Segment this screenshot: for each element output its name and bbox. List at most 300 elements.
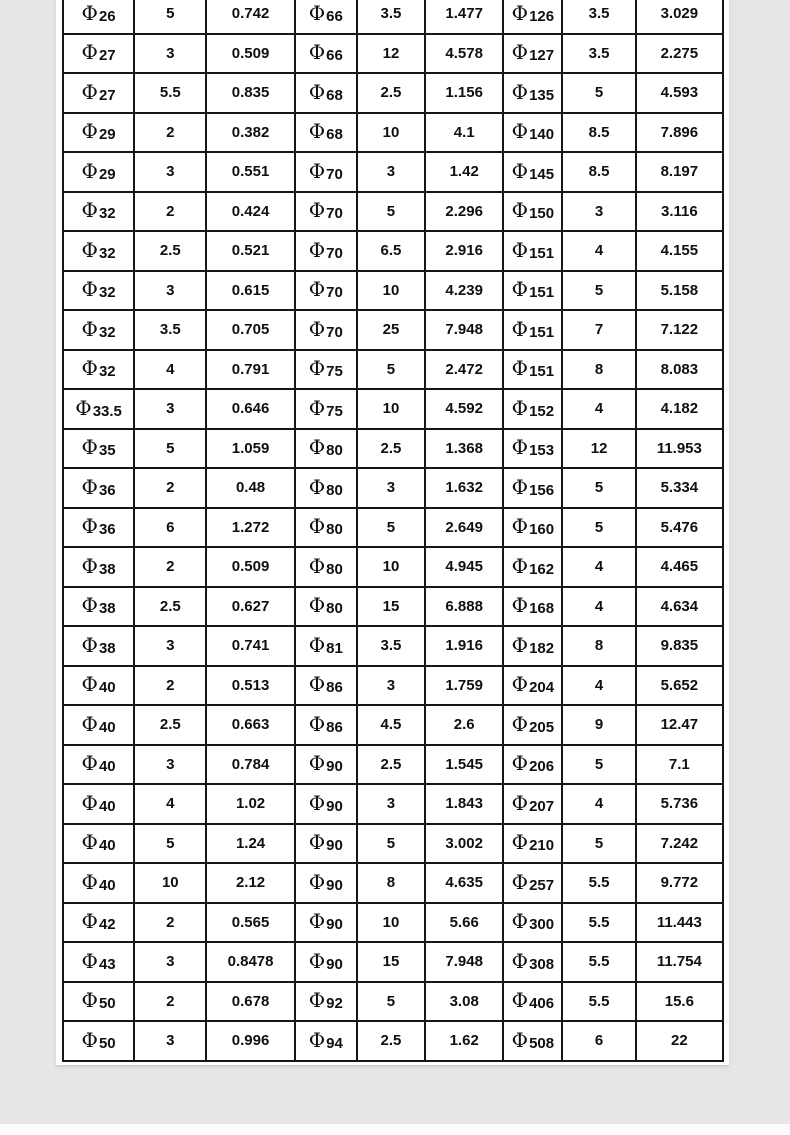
thickness-cell: 5 (562, 508, 635, 548)
weight-cell: 0.509 (206, 547, 294, 587)
diameter-cell (63, 547, 134, 587)
thickness-cell: 5 (357, 824, 425, 864)
weight-cell: 3.002 (425, 824, 503, 864)
weight-cell: 2.275 (636, 34, 723, 74)
diameter-cell (503, 350, 562, 390)
weight-cell: 0.48 (206, 468, 294, 508)
thickness-cell: 2 (134, 666, 206, 706)
table-row (63, 34, 723, 74)
diameter-cell (295, 113, 357, 153)
phi-symbol: Φ (308, 356, 326, 381)
weight-cell: 0.996 (206, 1021, 294, 1061)
thickness-cell: 5 (357, 350, 425, 390)
diameter-cell (503, 626, 562, 666)
table-row (63, 271, 723, 311)
weight-cell: 0.8478 (206, 942, 294, 982)
diameter-cell (503, 824, 562, 864)
diameter-value: 90 (326, 797, 343, 815)
thickness-cell: 2 (134, 547, 206, 587)
thickness-cell: 5 (134, 0, 206, 34)
weight-cell: 15.6 (636, 982, 723, 1022)
thickness-cell: 4 (562, 547, 635, 587)
table-row (63, 587, 723, 627)
diameter-value: 145 (529, 165, 555, 183)
diameter-value: 66 (326, 7, 343, 25)
diameter-value: 36 (98, 521, 116, 539)
diameter-cell (503, 942, 562, 982)
phi-symbol: Φ (75, 395, 92, 420)
phi-symbol: Φ (81, 237, 98, 262)
diameter-value: 70 (326, 244, 343, 262)
weight-cell: 5.652 (636, 666, 723, 706)
weight-cell: 12.47 (636, 705, 723, 745)
diameter-cell (63, 863, 134, 903)
table-row (63, 231, 723, 271)
bottom-strip (0, 1124, 790, 1135)
phi-symbol: Φ (81, 119, 98, 144)
phi-symbol: Φ (511, 277, 529, 302)
diameter-value: 29 (98, 126, 116, 144)
diameter-cell (503, 982, 562, 1022)
weight-cell: 4.634 (636, 587, 723, 627)
diameter-cell (63, 0, 134, 34)
weight-cell: 8.197 (636, 152, 723, 192)
thickness-cell: 5 (134, 824, 206, 864)
weight-cell: 1.24 (206, 824, 294, 864)
table-row (63, 982, 723, 1022)
phi-symbol: Φ (511, 632, 529, 657)
diameter-cell (63, 903, 134, 943)
phi-symbol: Φ (81, 948, 98, 973)
table-row (63, 389, 723, 429)
thickness-cell: 8 (562, 626, 635, 666)
thickness-cell: 2.5 (357, 429, 425, 469)
weight-cell: 7.1 (636, 745, 723, 785)
thickness-cell: 3 (134, 271, 206, 311)
weight-cell: 2.296 (425, 192, 503, 232)
phi-symbol: Φ (511, 316, 529, 341)
diameter-value: 90 (326, 876, 343, 894)
table-row (63, 350, 723, 390)
diameter-value: 156 (529, 481, 555, 499)
phi-symbol: Φ (308, 593, 326, 618)
diameter-value: 151 (529, 363, 555, 381)
diameter-cell (295, 34, 357, 74)
diameter-value: 162 (529, 560, 555, 578)
diameter-value: 207 (529, 797, 555, 815)
weight-cell: 11.443 (636, 903, 723, 943)
diameter-value: 50 (98, 995, 116, 1013)
diameter-cell (503, 903, 562, 943)
weight-cell: 4.155 (636, 231, 723, 271)
diameter-cell (295, 824, 357, 864)
thickness-cell: 3 (134, 152, 206, 192)
phi-symbol: Φ (511, 830, 529, 855)
phi-symbol: Φ (81, 672, 98, 697)
diameter-value: 75 (326, 363, 343, 381)
phi-symbol: Φ (81, 79, 98, 104)
thickness-cell: 3.5 (134, 310, 206, 350)
thickness-cell: 5 (357, 982, 425, 1022)
diameter-cell (63, 271, 134, 311)
diameter-cell (63, 192, 134, 232)
phi-symbol: Φ (81, 909, 98, 934)
diameter-value: 90 (326, 758, 343, 776)
phi-symbol: Φ (308, 79, 326, 104)
thickness-cell: 6 (134, 508, 206, 548)
table-row (63, 508, 723, 548)
thickness-cell: 4 (562, 587, 635, 627)
thickness-cell: 5 (562, 73, 635, 113)
weight-cell: 5.476 (636, 508, 723, 548)
phi-symbol: Φ (308, 672, 326, 697)
thickness-cell: 3.5 (562, 34, 635, 74)
phi-symbol: Φ (308, 237, 326, 262)
weight-cell: 0.663 (206, 705, 294, 745)
diameter-cell (63, 310, 134, 350)
diameter-value: 406 (529, 995, 555, 1013)
diameter-value: 35 (98, 442, 116, 460)
weight-cell: 1.156 (425, 73, 503, 113)
thickness-cell: 7 (562, 310, 635, 350)
weight-cell: 2.649 (425, 508, 503, 548)
diameter-cell (295, 863, 357, 903)
phi-symbol: Φ (81, 435, 98, 460)
diameter-cell (295, 152, 357, 192)
phi-symbol: Φ (81, 514, 98, 539)
diameter-value: 168 (529, 600, 555, 618)
diameter-cell (503, 468, 562, 508)
thickness-cell: 4 (562, 389, 635, 429)
thickness-cell: 3 (134, 745, 206, 785)
phi-symbol: Φ (81, 830, 98, 855)
table-row (63, 745, 723, 785)
diameter-value: 32 (98, 363, 116, 381)
phi-symbol: Φ (81, 553, 98, 578)
diameter-cell (503, 429, 562, 469)
thickness-cell: 12 (562, 429, 635, 469)
phi-symbol: Φ (308, 869, 326, 894)
diameter-value: 38 (98, 560, 116, 578)
diameter-cell (503, 705, 562, 745)
weight-cell: 3.116 (636, 192, 723, 232)
diameter-cell (503, 310, 562, 350)
weight-cell: 9.835 (636, 626, 723, 666)
thickness-cell: 5.5 (562, 982, 635, 1022)
thickness-cell: 10 (134, 863, 206, 903)
diameter-cell (503, 547, 562, 587)
diameter-value: 210 (529, 837, 555, 855)
thickness-cell: 5 (134, 429, 206, 469)
weight-cell: 8.083 (636, 350, 723, 390)
weight-cell: 1.843 (425, 784, 503, 824)
diameter-value: 40 (98, 679, 116, 697)
phi-symbol: Φ (511, 948, 529, 973)
phi-symbol: Φ (81, 277, 98, 302)
diameter-value: 86 (326, 718, 343, 736)
thickness-cell: 8 (562, 350, 635, 390)
diameter-cell (295, 508, 357, 548)
phi-symbol: Φ (511, 158, 529, 183)
phi-symbol: Φ (511, 790, 529, 815)
weight-cell: 11.953 (636, 429, 723, 469)
phi-symbol: Φ (308, 988, 326, 1013)
phi-symbol: Φ (308, 158, 326, 183)
table-row (63, 73, 723, 113)
diameter-value: 206 (529, 758, 555, 776)
phi-symbol: Φ (308, 0, 326, 25)
diameter-cell (63, 429, 134, 469)
table-row (63, 784, 723, 824)
phi-symbol: Φ (308, 1027, 326, 1052)
thickness-cell: 5 (562, 745, 635, 785)
phi-symbol: Φ (81, 988, 98, 1013)
diameter-value: 257 (529, 876, 555, 894)
weight-cell: 1.62 (425, 1021, 503, 1061)
thickness-cell: 2 (134, 903, 206, 943)
phi-symbol: Φ (308, 277, 326, 302)
diameter-cell (63, 73, 134, 113)
thickness-cell: 2.5 (357, 1021, 425, 1061)
diameter-cell (295, 0, 357, 34)
diameter-cell (295, 942, 357, 982)
weight-cell: 1.916 (425, 626, 503, 666)
phi-symbol: Φ (81, 1027, 98, 1052)
weight-cell: 5.736 (636, 784, 723, 824)
phi-symbol: Φ (511, 0, 529, 25)
diameter-cell (63, 705, 134, 745)
diameter-cell (503, 34, 562, 74)
weight-cell: 4.945 (425, 547, 503, 587)
diameter-value: 70 (326, 323, 343, 341)
weight-cell: 7.948 (425, 310, 503, 350)
diameter-value: 32 (98, 244, 116, 262)
thickness-cell: 2 (134, 192, 206, 232)
pipe-table-body (63, 0, 723, 1061)
diameter-cell (295, 745, 357, 785)
thickness-cell: 5.5 (562, 903, 635, 943)
diameter-cell (503, 508, 562, 548)
diameter-cell (295, 547, 357, 587)
weight-cell: 0.424 (206, 192, 294, 232)
phi-symbol: Φ (511, 435, 529, 460)
diameter-cell (503, 113, 562, 153)
diameter-value: 40 (98, 797, 116, 815)
diameter-cell (63, 34, 134, 74)
table-row (63, 429, 723, 469)
table-row (63, 310, 723, 350)
diameter-cell (295, 192, 357, 232)
table-row (63, 903, 723, 943)
phi-symbol: Φ (81, 593, 98, 618)
diameter-cell (503, 863, 562, 903)
phi-symbol: Φ (308, 198, 326, 223)
diameter-cell (295, 903, 357, 943)
diameter-cell (63, 626, 134, 666)
diameter-value: 205 (529, 718, 555, 736)
table-row (63, 666, 723, 706)
thickness-cell: 5.5 (562, 942, 635, 982)
table-row (63, 626, 723, 666)
phi-symbol: Φ (511, 593, 529, 618)
table-row (63, 1021, 723, 1061)
weight-cell: 4.578 (425, 34, 503, 74)
diameter-value: 80 (326, 600, 343, 618)
thickness-cell: 4.5 (357, 705, 425, 745)
diameter-cell (63, 152, 134, 192)
diameter-cell (295, 73, 357, 113)
thickness-cell: 3 (134, 1021, 206, 1061)
diameter-cell (63, 587, 134, 627)
weight-cell: 4.1 (425, 113, 503, 153)
weight-cell: 0.791 (206, 350, 294, 390)
diameter-cell (295, 784, 357, 824)
diameter-cell (503, 784, 562, 824)
thickness-cell: 3 (134, 942, 206, 982)
phi-symbol: Φ (308, 632, 326, 657)
diameter-value: 68 (326, 126, 343, 144)
weight-cell: 22 (636, 1021, 723, 1061)
thickness-cell: 10 (357, 113, 425, 153)
weight-cell: 1.42 (425, 152, 503, 192)
diameter-value: 153 (529, 442, 555, 460)
diameter-cell (295, 587, 357, 627)
diameter-value: 308 (529, 955, 555, 973)
thickness-cell: 8.5 (562, 113, 635, 153)
thickness-cell: 3 (357, 152, 425, 192)
diameter-cell (503, 271, 562, 311)
phi-symbol: Φ (511, 711, 529, 736)
diameter-value: 152 (529, 402, 555, 420)
table-row (63, 863, 723, 903)
weight-cell: 0.784 (206, 745, 294, 785)
diameter-value: 90 (326, 955, 343, 973)
phi-symbol: Φ (511, 237, 529, 262)
weight-cell: 4.182 (636, 389, 723, 429)
weight-cell: 0.678 (206, 982, 294, 1022)
diameter-value: 29 (98, 165, 116, 183)
weight-cell: 0.742 (206, 0, 294, 34)
phi-symbol: Φ (308, 553, 326, 578)
thickness-cell: 2.5 (134, 587, 206, 627)
thickness-cell: 4 (562, 231, 635, 271)
diameter-value: 151 (529, 323, 555, 341)
thickness-cell: 5.5 (562, 863, 635, 903)
weight-cell: 0.835 (206, 73, 294, 113)
diameter-value: 32 (98, 205, 116, 223)
diameter-cell (63, 666, 134, 706)
weight-cell: 2.12 (206, 863, 294, 903)
thickness-cell: 10 (357, 389, 425, 429)
weight-cell: 0.513 (206, 666, 294, 706)
phi-symbol: Φ (308, 514, 326, 539)
diameter-value: 92 (326, 995, 343, 1013)
diameter-cell (295, 626, 357, 666)
phi-symbol: Φ (81, 474, 98, 499)
thickness-cell: 3.5 (357, 626, 425, 666)
diameter-value: 80 (326, 521, 343, 539)
diameter-value: 508 (529, 1034, 555, 1052)
diameter-cell (63, 1021, 134, 1061)
table-row (63, 705, 723, 745)
diameter-cell (295, 666, 357, 706)
weight-cell: 0.705 (206, 310, 294, 350)
weight-cell: 3.029 (636, 0, 723, 34)
weight-cell: 9.772 (636, 863, 723, 903)
diameter-cell (295, 468, 357, 508)
weight-cell: 0.509 (206, 34, 294, 74)
diameter-value: 127 (529, 47, 555, 65)
diameter-value: 27 (98, 86, 116, 104)
weight-cell: 7.896 (636, 113, 723, 153)
weight-cell: 5.158 (636, 271, 723, 311)
diameter-cell (503, 152, 562, 192)
diameter-cell (503, 745, 562, 785)
diameter-cell (295, 389, 357, 429)
diameter-cell (503, 389, 562, 429)
table-sheet (56, 0, 729, 1065)
diameter-value: 38 (98, 639, 116, 657)
phi-symbol: Φ (81, 632, 98, 657)
diameter-value: 300 (529, 916, 555, 934)
diameter-cell (63, 508, 134, 548)
diameter-value: 150 (529, 205, 555, 223)
phi-symbol: Φ (81, 40, 98, 65)
diameter-cell (503, 666, 562, 706)
weight-cell: 1.632 (425, 468, 503, 508)
weight-cell: 1.272 (206, 508, 294, 548)
diameter-cell (295, 310, 357, 350)
weight-cell: 0.741 (206, 626, 294, 666)
diameter-cell (63, 468, 134, 508)
diameter-value: 40 (98, 758, 116, 776)
table-row (63, 0, 723, 34)
diameter-value: 40 (98, 718, 116, 736)
thickness-cell: 5 (562, 824, 635, 864)
thickness-cell: 2.5 (134, 231, 206, 271)
phi-symbol: Φ (511, 751, 529, 776)
weight-cell: 0.615 (206, 271, 294, 311)
phi-symbol: Φ (308, 711, 326, 736)
thickness-cell: 6 (562, 1021, 635, 1061)
diameter-value: 75 (326, 402, 343, 420)
phi-symbol: Φ (81, 711, 98, 736)
thickness-cell: 2.5 (357, 745, 425, 785)
diameter-cell (295, 231, 357, 271)
diameter-value: 81 (326, 639, 343, 657)
phi-symbol: Φ (511, 356, 529, 381)
weight-cell: 7.122 (636, 310, 723, 350)
weight-cell: 1.759 (425, 666, 503, 706)
weight-cell: 6.888 (425, 587, 503, 627)
thickness-cell: 2.5 (357, 73, 425, 113)
thickness-cell: 3 (134, 34, 206, 74)
table-row (63, 192, 723, 232)
diameter-value: 32 (98, 323, 116, 341)
diameter-value: 80 (326, 481, 343, 499)
phi-symbol: Φ (81, 869, 98, 894)
diameter-value: 36 (98, 481, 116, 499)
thickness-cell: 5 (357, 508, 425, 548)
phi-symbol: Φ (308, 909, 326, 934)
diameter-value: 90 (326, 916, 343, 934)
phi-symbol: Φ (511, 909, 529, 934)
phi-symbol: Φ (511, 79, 529, 104)
thickness-cell: 9 (562, 705, 635, 745)
phi-symbol: Φ (81, 0, 98, 25)
phi-symbol: Φ (81, 198, 98, 223)
diameter-value: 27 (98, 47, 116, 65)
